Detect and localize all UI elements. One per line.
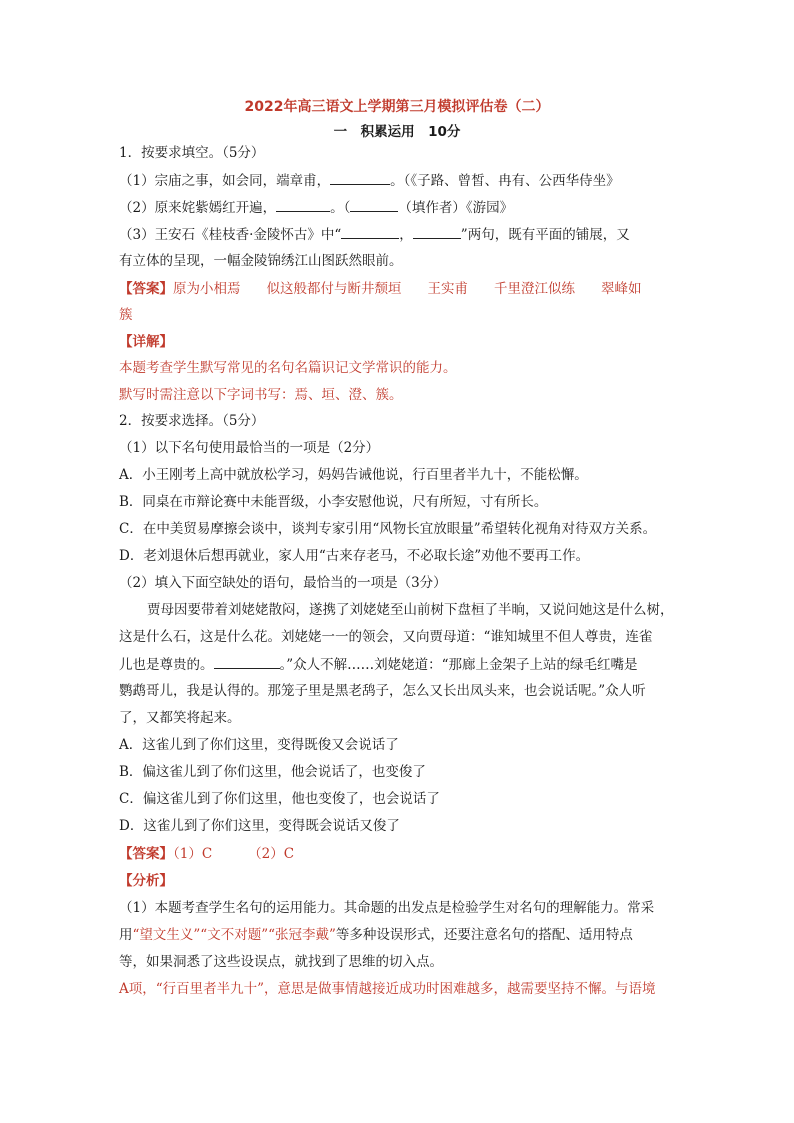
analysis-text-2: 用“望文生义”“文不对题”“张冠李戴”等多种设误形式，还要注意名句的搭配、适用特点	[119, 927, 633, 943]
answer-label: 【答案】	[119, 846, 173, 862]
fill-blank	[330, 170, 390, 185]
section-heading: 一 积累运用 10分	[333, 124, 461, 140]
option-c-2: C．偏这雀儿到了你们这里，他也变俊了，也会说话了	[119, 791, 440, 807]
option-a-1: A．小王刚考上高中就放松学习，妈妈告诫他说，行百里者半九十，不能松懈。	[119, 467, 588, 483]
passage-line-1: 贾母因要带着刘姥姥散闷，遂携了刘姥姥至山前树下盘桓了半晌，又说问她这是什么树，	[147, 602, 674, 618]
question-2-sub-2: （2）填入下面空缺处的语句，最恰当的一项是（3分）	[119, 575, 447, 591]
option-c-1: C．在中美贸易摩擦会谈中，谈判专家引用“风物长宜放眼量”希望转化视角对待双方关系。	[119, 521, 657, 537]
question-2-heading: 2．按要求选择。（5分）	[119, 413, 265, 429]
fill-blank	[214, 654, 280, 669]
detail-text-2: 默写时需注意以下字词书写：焉、垣、澄、簇。	[119, 387, 403, 403]
question-2-answer: 【答案】（1）C （2）C	[119, 846, 295, 862]
question-1-answer-cont: 簇	[119, 307, 133, 323]
passage-line-3: 儿也是尊贵的。 。”众人不解……刘姥姥道：“那廊上金架子上站的绿毛红嘴是	[119, 654, 638, 675]
question-1-item-2: （2）原来姹紫嫣红开遍， 。（ （填作者）《游园》	[119, 197, 513, 218]
question-1-item-1: （1）宗庙之事，如会同，端章甫， 。（《子路、曾皙、冉有、公西华侍坐》	[119, 170, 620, 191]
question-1-item-3: （3）王安石《桂枝香·金陵怀古》中“ ， ”两句，既有平面的铺展，又	[119, 224, 630, 245]
analysis-text-4: A项，“行百里者半九十”，意思是做事情越接近成功时困难越多，越需要坚持不懈。与语境	[119, 981, 656, 997]
document-title: 2022年高三语文上学期第三月模拟评估卷（二）	[244, 99, 550, 115]
option-b-1: B．同桌在市辩论赛中未能晋级，小李安慰他说，尺有所短，寸有所长。	[119, 494, 548, 510]
option-d-2: D．这雀儿到了你们这里，变得既会说话又俊了	[119, 818, 400, 834]
passage-line-4: 鹦鹉哥儿，我是认得的。那笼子里是黑老鸹子，怎么又长出凤头来，也会说话呢。”众人听	[119, 683, 646, 699]
question-1-item-3-cont: 有立体的呈现，一幅金陵锦绣江山图跃然眼前。	[119, 253, 403, 269]
question-1-answer: 【答案】原为小相焉 似这般都付与断井颓垣 王实甫 千里澄江似练 翠峰如	[119, 281, 642, 297]
question-2-sub-1: （1）以下名句使用最恰当的一项是（2分）	[119, 440, 380, 456]
fill-blank	[413, 224, 461, 239]
fill-blank	[350, 197, 398, 212]
analysis-text-1: （1）本题考查学生名句的运用能力。其命题的出发点是检验学生对名句的理解能力。常采	[119, 900, 655, 916]
analysis-label: 【分析】	[119, 873, 173, 889]
detail-label: 【详解】	[119, 334, 173, 350]
option-b-2: B．偏这雀儿到了你们这里，他会说话了，也变俊了	[119, 764, 426, 780]
question-1-heading: 1．按要求填空。（5分）	[119, 145, 265, 161]
fill-blank	[276, 197, 330, 212]
answer-label: 【答案】	[119, 281, 173, 297]
passage-line-2: 这是什么石，这是什么花。刘姥姥一一的领会，又向贾母道：“谁知城里不但人尊贵，连雀	[119, 629, 653, 645]
detail-text-1: 本题考查学生默写常见的名句名篇识记文学常识的能力。	[119, 360, 457, 376]
passage-line-5: 了，又都笑将起来。	[119, 710, 241, 726]
analysis-text-3: 等，如果洞悉了这些设误点，就找到了思维的切入点。	[119, 954, 443, 970]
option-a-2: A．这雀儿到了你们这里，变得既俊又会说话了	[119, 737, 399, 753]
option-d-1: D．老刘退休后想再就业，家人用“古来存老马，不必取长途”劝他不要再工作。	[119, 548, 590, 564]
fill-blank	[341, 224, 399, 239]
